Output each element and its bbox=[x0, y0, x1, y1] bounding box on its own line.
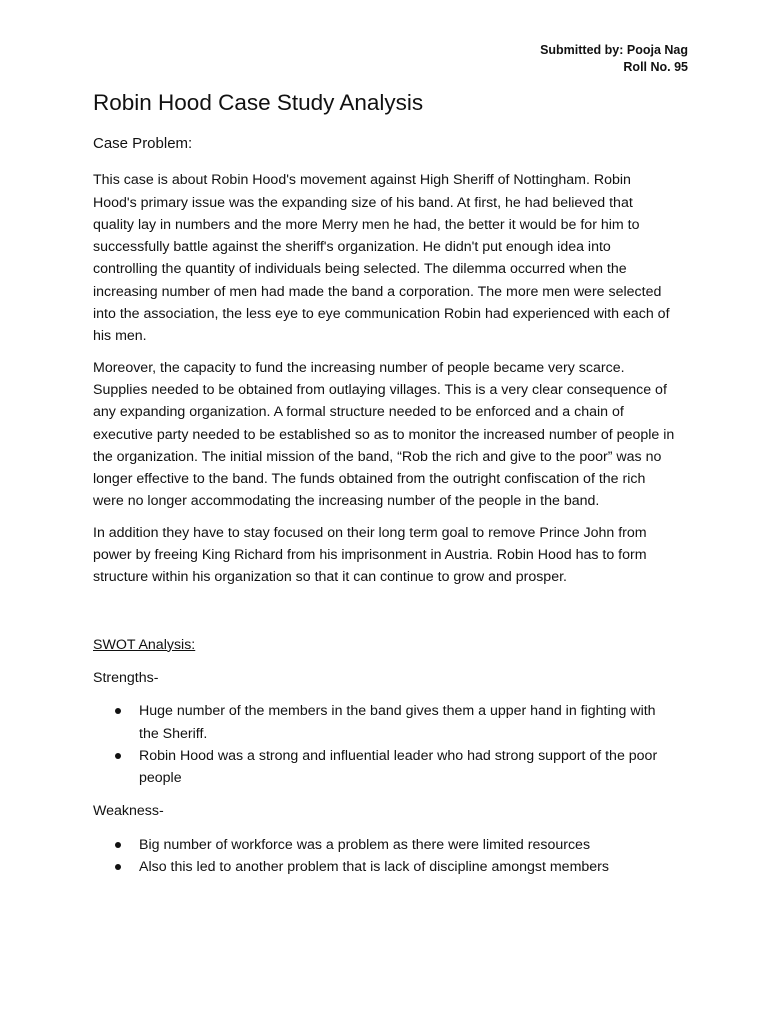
weakness-text: Also this led to another problem that is lack of discipline amongst members bbox=[139, 859, 609, 876]
weakness-list bbox=[93, 834, 675, 879]
paragraph-2: Moreover, the capacity to fund the increasing number of people became very scarce. Supplies needed to be obtained from outlaying villages. This is a very clear consequence of any expanding organization. A formal structure needed to be enforced and a chain of executive party needed to be established so as to monitor the increased number of people in the organization. The initial mission of the band, “Rob the rich and give to the poor” was no longer effective to the band. The funds obtained from the outright confiscation of the rich were no longer accommodating the increasing number of the people in the band. bbox=[93, 359, 675, 510]
swot-heading: SWOT Analysis: bbox=[93, 636, 196, 653]
section-spacer bbox=[93, 598, 675, 634]
document-body bbox=[93, 133, 675, 889]
strength-text: Huge number of the members in the band gives them a upper hand in fighting with the Sheriff. bbox=[139, 703, 656, 742]
bullet-icon bbox=[115, 708, 121, 714]
case-problem-heading: Case Problem: bbox=[93, 135, 193, 152]
list-item bbox=[93, 700, 675, 745]
strengths-list bbox=[93, 700, 675, 789]
list-item bbox=[93, 745, 675, 790]
bullet-icon bbox=[115, 842, 121, 848]
paragraph-3: In addition they have to stay focused on their long term goal to remove Prince John from power by freeing King Richard from his imprisonment in Austria. Robin Hood has to form structure within his organization so that it can continue to grow and prosper. bbox=[93, 524, 647, 586]
list-item bbox=[93, 834, 675, 856]
bullet-icon bbox=[115, 864, 121, 870]
list-item bbox=[93, 856, 675, 878]
weakness-heading: Weakness- bbox=[93, 803, 164, 820]
submission-info bbox=[540, 42, 688, 76]
strengths-heading: Strengths- bbox=[93, 669, 159, 686]
bullet-icon bbox=[115, 753, 121, 759]
document-title: Robin Hood Case Study Analysis bbox=[93, 90, 424, 115]
submitted-by: Submitted by: Pooja Nag bbox=[540, 43, 688, 57]
roll-number: Roll No. 95 bbox=[623, 60, 688, 74]
strength-text: Robin Hood was a strong and influential leader who had strong support of the poor people bbox=[139, 747, 658, 787]
weakness-text: Big number of workforce was a problem as there were limited resources bbox=[139, 836, 591, 853]
paragraph-1: This case is about Robin Hood's movement against High Sheriff of Nottingham. Robin Hood's primary issue was the expanding size of his band. At first, he had believed that quality lay in numbers and the more Merry men he had, the better it would be for him to successfully battle against the sheriff's organization. He didn't put enough idea into controlling the quantity of individuals being selected. The dilemma occurred when the increasing number of men had made the band a corporation. The more men were selected into the association, the less eye to eye communication Robin had experienced with each of his men. bbox=[93, 172, 670, 345]
